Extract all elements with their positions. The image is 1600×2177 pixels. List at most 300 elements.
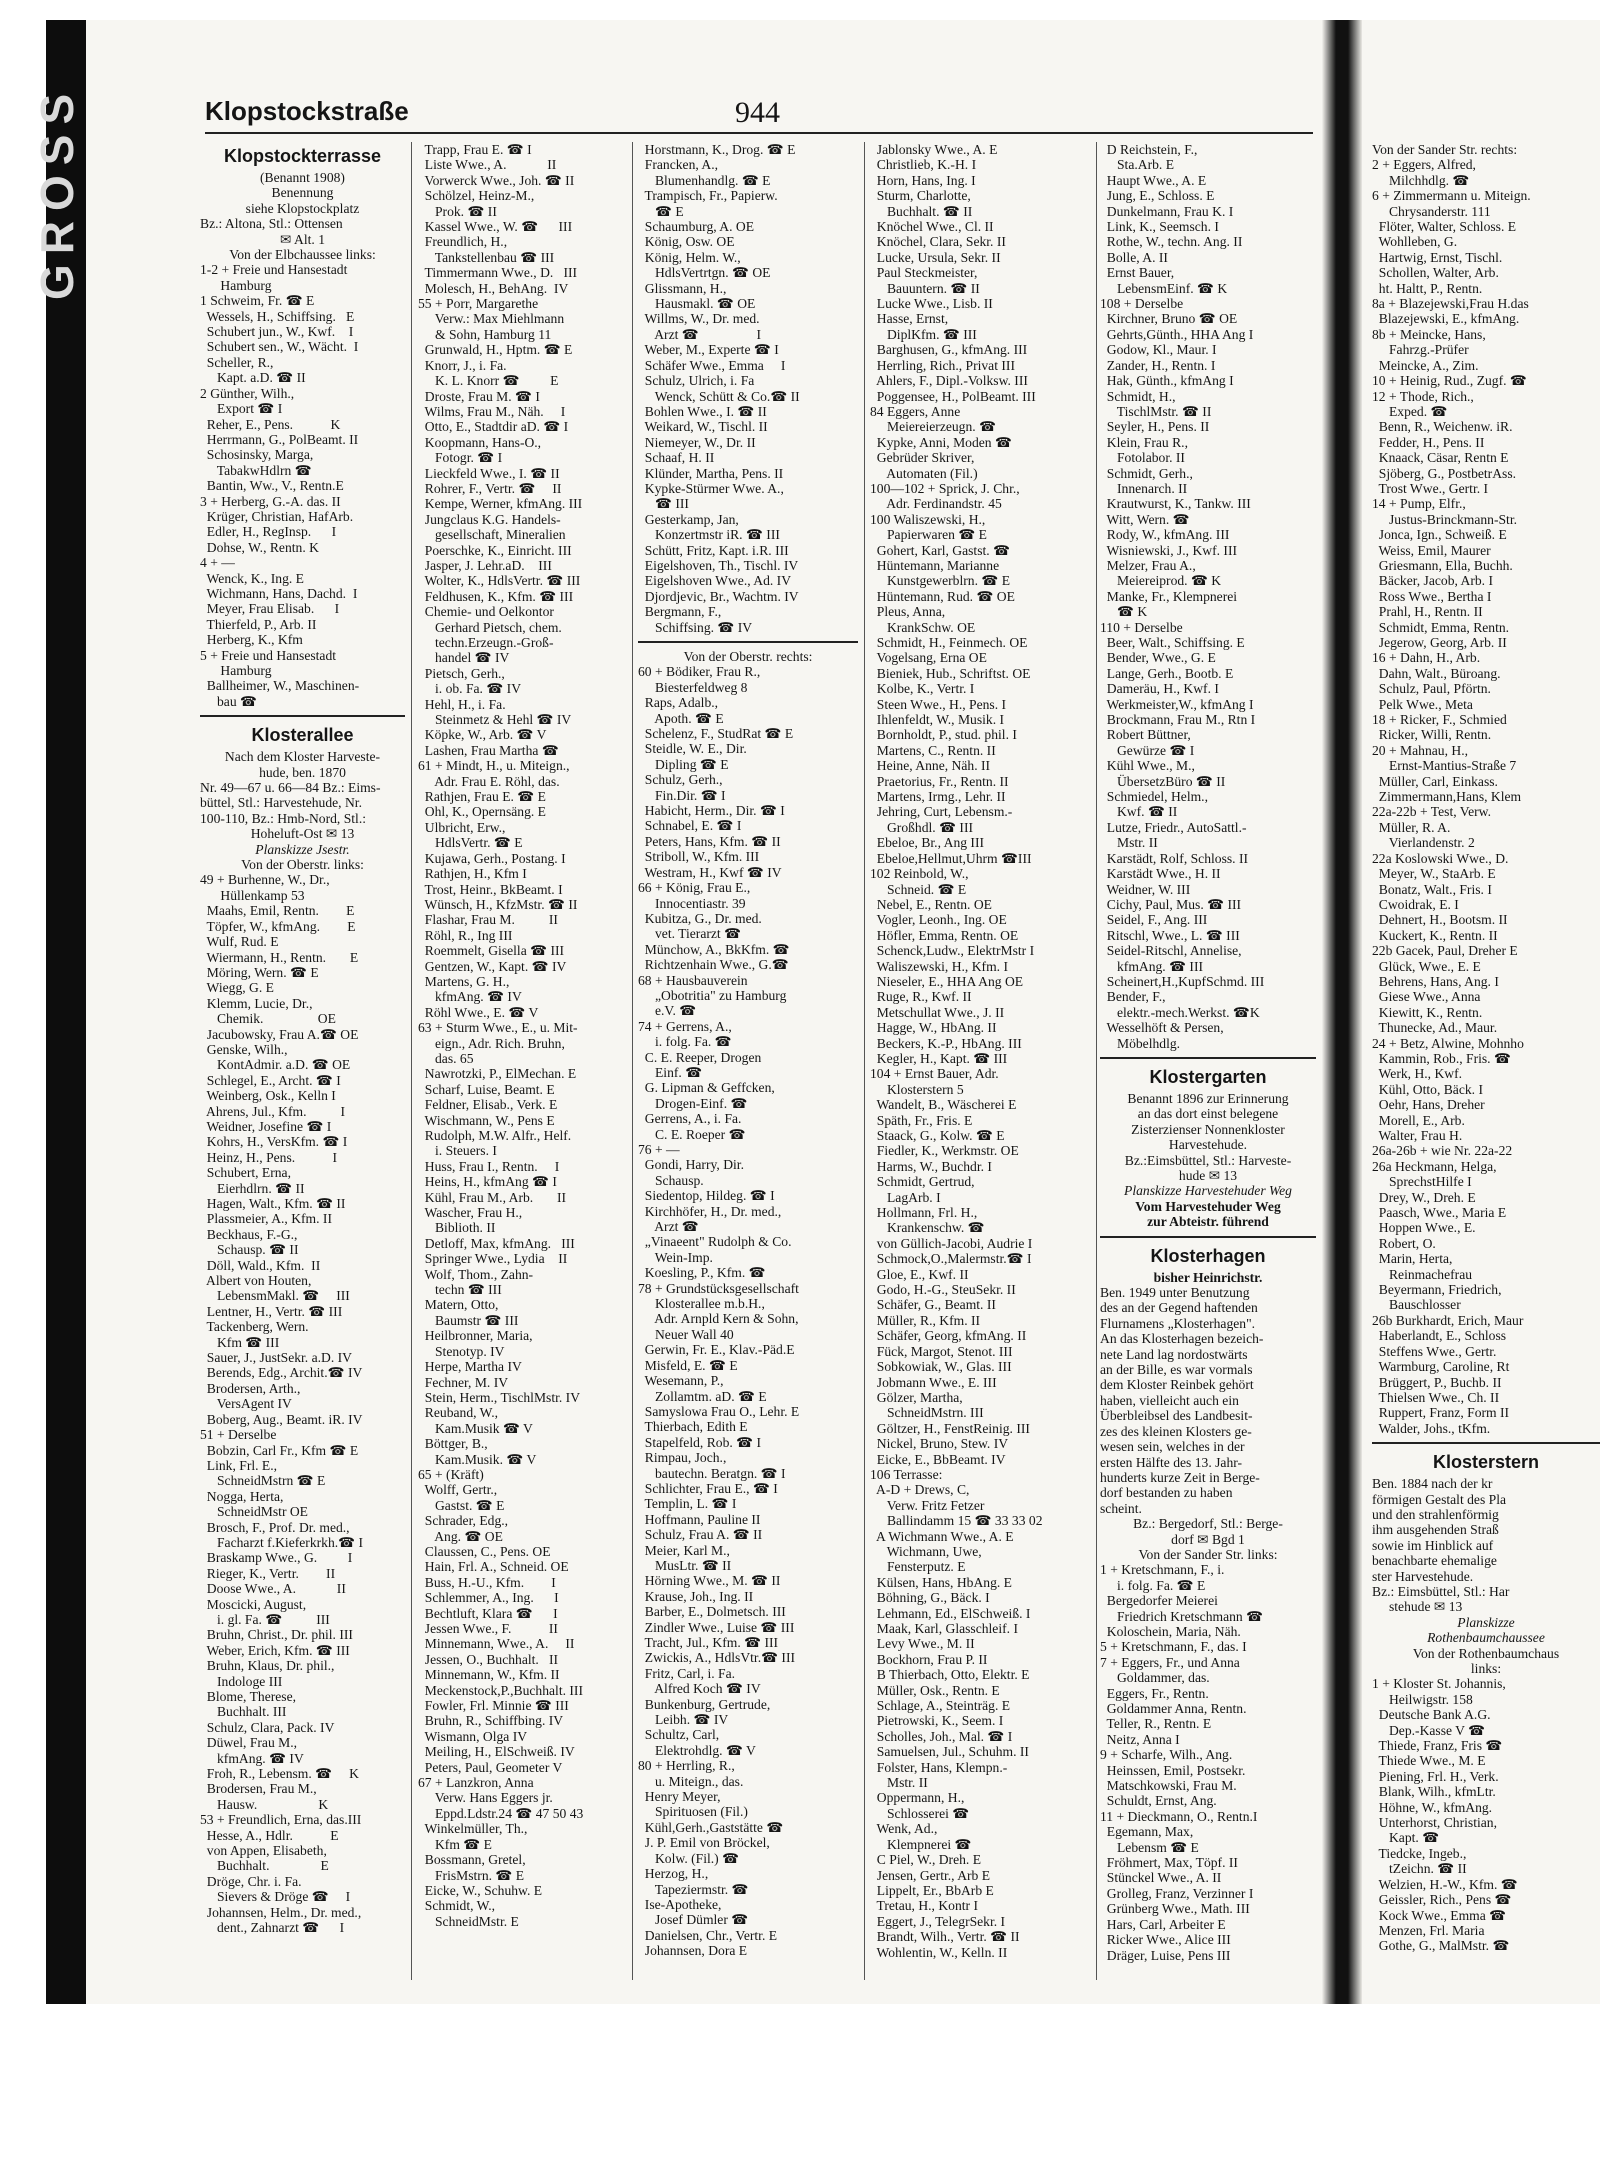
- directory-entry: Zwickis, A., HdlsVtr.☎ III: [638, 1650, 796, 1666]
- directory-entry: Giese Wwe., Anna: [1372, 989, 1481, 1005]
- directory-entry: A Wichmann Wwe., A. E: [870, 1528, 1014, 1544]
- directory-entry: Prahl, H., Rentn. II: [1372, 604, 1483, 620]
- directory-entry: Oehr, Hans, Dreher: [1372, 1097, 1485, 1113]
- directory-entry: 2 Günther, Wilh.,: [200, 385, 295, 401]
- directory-entry: Christlieb, K.-H. I: [870, 157, 977, 173]
- directory-entry: Chemie- und Oelkontor: [418, 604, 554, 620]
- directory-entry: Jung, E., Schloss. E: [1100, 188, 1215, 204]
- directory-entry: Link, Frl. E.,: [200, 1457, 278, 1473]
- directory-entry: Müller, R., Kfm. II: [870, 1312, 981, 1328]
- directory-entry: Martens, G. H.,: [418, 973, 510, 989]
- directory-entry: des an der Gegend haftenden: [1100, 1300, 1258, 1316]
- directory-entry: Ernst-Mantius-Straße 7: [1372, 758, 1517, 774]
- directory-entry: Adr. Frau E. Röhl, das.: [418, 773, 560, 789]
- directory-entry: Höfler, Emma, Rentn. OE: [870, 927, 1019, 943]
- directory-entry: Schlegel, E., Archt. ☎ I: [200, 1072, 341, 1088]
- directory-entry: Vogler, Leonh., Ing. OE: [870, 912, 1007, 928]
- directory-entry: Kwf. ☎ II: [1100, 804, 1178, 820]
- directory-entry: Fröhmert, Max, Töpf. II: [1100, 1855, 1238, 1871]
- directory-entry: Samuelsen, Jul., Schuhm. II: [870, 1744, 1029, 1760]
- directory-entry: Reuband, W.,: [418, 1405, 499, 1421]
- directory-entry: Schulz, Gerh.,: [638, 772, 723, 788]
- directory-entry: Piening, Frl. H., Verk.: [1372, 1768, 1499, 1784]
- directory-entry: Glück, Wwe., E. E: [1372, 958, 1481, 974]
- directory-entry: Fin.Dir. ☎ I: [638, 787, 726, 803]
- directory-entry: Eigelshoven Wwe., Ad. IV: [638, 573, 792, 589]
- directory-entry: Großhdl. ☎ III: [870, 819, 974, 835]
- directory-column-6: [1372, 142, 1600, 1954]
- directory-entry: Liste Wwe., A. II: [418, 157, 557, 173]
- directory-entry: TabakwHdlrn ☎: [200, 462, 312, 478]
- directory-entry: Johannsen, Helm., Dr. med.,: [200, 1904, 362, 1920]
- directory-entry: Schlage, A., Steinträg. E: [870, 1698, 1011, 1714]
- directory-entry: Scholles, Joh., Mal. ☎ I: [870, 1728, 1013, 1744]
- directory-entry: Hasse, Ernst,: [870, 311, 949, 327]
- directory-entry: Drey, W., Dreh. E: [1372, 1189, 1476, 1205]
- directory-entry: Jegerow, Georg, Arb. II: [1372, 635, 1507, 650]
- directory-entry: Dahn, Walt., Büroang.: [1372, 665, 1501, 681]
- directory-entry: KontAdmir. a.D. ☎ OE: [200, 1057, 351, 1073]
- directory-entry: elektr.-mech.Werkst. ☎K: [1100, 1004, 1260, 1020]
- directory-entry: Praetorius, Fr., Rentn. II: [870, 773, 1009, 789]
- directory-entry: dem Kloster Reinbek gehört: [1100, 1377, 1254, 1393]
- directory-entry: Röhl, R., Ing III: [418, 927, 513, 943]
- directory-entry: tZeichn. ☎ II: [1372, 1861, 1467, 1877]
- directory-entry: Fechner, M. IV: [418, 1374, 509, 1390]
- directory-entry: Kolbe, K., Vertr. I: [870, 681, 975, 697]
- directory-entry: Barghusen, G., kfmAng. III: [870, 342, 1028, 358]
- directory-entry: Scheinert,H.,KupfSchmd. III: [1100, 973, 1265, 989]
- directory-entry: Schölzel, Heinz-M.,: [418, 188, 535, 204]
- directory-entry: Geissler, Rich., Pens ☎: [1372, 1892, 1512, 1908]
- directory-entry: Koesling, P., Kfm. ☎: [638, 1265, 766, 1281]
- directory-column-2: [418, 142, 624, 1929]
- directory-entry: TischlMstr. ☎ II: [1100, 403, 1212, 419]
- directory-entry: 84 Eggers, Anne: [870, 403, 961, 419]
- directory-entry: Scheller, R.,: [200, 354, 274, 370]
- directory-entry: Scharf, Luise, Beamt. E: [418, 1081, 555, 1097]
- directory-entry: Tretau, H., Kontr I: [870, 1898, 978, 1914]
- directory-entry: Rathjen, Frau E. ☎ E: [418, 789, 546, 805]
- directory-entry: Vom Harvestehuder Weg: [1135, 1198, 1281, 1214]
- directory-entry: Nickel, Bruno, Stew. IV: [870, 1436, 1009, 1452]
- directory-entry: Eggers, Fr., Rentn.: [1100, 1685, 1209, 1701]
- directory-column-3: [638, 142, 858, 1959]
- directory-entry: Haupt Wwe., A. E: [1100, 172, 1207, 188]
- directory-entry: Goldammer, das.: [1100, 1670, 1210, 1686]
- directory-entry: Chrysanderstr. 111: [1372, 203, 1491, 219]
- directory-entry: Schmidt, Gertrud,: [870, 1174, 975, 1190]
- directory-entry: Kypke, Anni, Moden ☎: [870, 434, 1012, 450]
- directory-entry: LebensmEinf. ☎ K: [1100, 280, 1228, 296]
- directory-entry: Ritschl, Wwe., L. ☎ III: [1100, 927, 1240, 943]
- directory-entry: haben, vielleicht auch ein: [1100, 1392, 1239, 1408]
- edge-text: GROSS: [31, 83, 83, 300]
- directory-entry: Gerhard Pietsch, chem.: [418, 619, 562, 635]
- directory-entry: „Obotritia" zu Hamburg: [638, 987, 787, 1003]
- directory-entry: Meiereierzeugn. ☎: [870, 419, 997, 435]
- directory-entry: 5 + Kretschmann, F., das. I: [1100, 1639, 1247, 1655]
- directory-entry: Kassel Wwe., W. ☎ III: [418, 219, 573, 235]
- directory-entry: Wohlleben, G.: [1372, 234, 1458, 250]
- directory-entry: Wisniewski, J., Kwf. III: [1100, 542, 1238, 558]
- directory-entry: Molesch, H., BehAng. IV: [418, 280, 569, 296]
- directory-entry: Prok. ☎ II: [418, 203, 497, 219]
- directory-entry: kfmAng. ☎ III: [1100, 958, 1204, 974]
- directory-entry: 104 + Ernst Bauer, Adr.: [870, 1066, 999, 1082]
- directory-entry: Von der Oberstr. rechts:: [683, 649, 813, 664]
- directory-entry: Gölzer, Martha,: [870, 1389, 963, 1405]
- directory-entry: Genske, Wilh.,: [200, 1041, 288, 1057]
- directory-entry: Gloe, E., Kwf. II: [870, 1266, 969, 1282]
- directory-entry: Dep.-Kasse V ☎: [1372, 1722, 1486, 1738]
- directory-entry: Tapeziermstr. ☎: [638, 1881, 749, 1897]
- directory-entry: Schnabel, E. ☎ I: [638, 818, 742, 834]
- directory-entry: Verw. Hans Eggers jr.: [418, 1790, 553, 1806]
- directory-entry: Bieniek, Hub., Schriftst. OE: [870, 665, 1031, 681]
- directory-entry: Beer, Walt., Schiffsing. E: [1100, 635, 1245, 650]
- directory-entry: Levy Wwe., M. II: [870, 1636, 975, 1652]
- directory-entry: Fahrzg.-Prüfer: [1372, 342, 1469, 358]
- directory-entry: Lentner, H., Vertr. ☎ III: [200, 1303, 343, 1319]
- directory-entry: Robert Büttner,: [1100, 727, 1191, 743]
- directory-entry: Zindler Wwe., Luise ☎ III: [638, 1619, 795, 1635]
- directory-entry: Göltzer, H., FenstReinig. III: [870, 1420, 1030, 1436]
- directory-entry: kfmAng. ☎ IV: [200, 1750, 304, 1766]
- directory-entry: Trost, Heinr., BkBeamt. I: [418, 881, 563, 897]
- directory-entry: Niemeyer, W., Dr. II: [638, 434, 756, 450]
- directory-entry: Herrling, Rich., Privat III: [870, 357, 1015, 373]
- directory-entry: von Appen, Elisabeth,: [200, 1843, 327, 1859]
- directory-entry: „Vinaeent" Rudolph & Co.: [638, 1234, 792, 1250]
- directory-entry: Jehring, Curt, Lebensm.-: [870, 804, 1013, 820]
- directory-entry: Schultz, Carl,: [638, 1727, 720, 1743]
- directory-entry: Gerwin, Fr. E., Klav.-Päd.E: [638, 1342, 795, 1358]
- directory-entry: Edler, H., RegInsp. I: [200, 524, 337, 540]
- directory-entry: K. L. Knorr ☎ E: [418, 373, 559, 389]
- directory-entry: 22a Koslowski Wwe., D.: [1372, 850, 1509, 866]
- directory-entry: Konzertmstr iR. ☎ III: [638, 527, 780, 543]
- directory-entry: G. Lipman & Geffcken,: [638, 1080, 775, 1096]
- directory-entry: Kypke-Stürmer Wwe. A.,: [638, 480, 784, 496]
- directory-entry: Justus-Brinckmann-Str.: [1372, 511, 1517, 527]
- directory-entry: Tiedcke, Ingeb.,: [1372, 1845, 1467, 1861]
- directory-entry: Feldhusen, K., Kfm. ☎ III: [418, 588, 574, 604]
- directory-entry: Schubert, Erna,: [200, 1165, 291, 1181]
- directory-entry: Fiedler, K., Werkmstr. OE: [870, 1143, 1019, 1159]
- directory-entry: handel ☎ IV: [418, 650, 510, 666]
- directory-entry: Bergmann, F.,: [638, 604, 722, 620]
- directory-entry: König, Helm. W.,: [638, 249, 741, 265]
- directory-entry: Schulz, Clara, Pack. IV: [200, 1719, 335, 1735]
- directory-entry: Bunkenburg, Gertrude,: [638, 1696, 771, 1712]
- directory-entry: Lebensm ☎ E: [1100, 1839, 1199, 1855]
- directory-entry: Klosterstern 5: [870, 1081, 964, 1097]
- directory-entry: Wichmann, Uwe,: [870, 1543, 982, 1559]
- directory-entry: 2 + Eggers, Alfred,: [1372, 157, 1476, 173]
- directory-entry: Braskamp Wwe., G. I: [200, 1550, 353, 1566]
- directory-entry: Schaaf, H. II: [638, 450, 715, 466]
- directory-entry: Lutze, Friedr., AutoSattl.-: [1100, 819, 1247, 835]
- directory-entry: Benennung: [271, 185, 334, 201]
- directory-entry: zes des kleinen Klosters ge-: [1100, 1423, 1252, 1439]
- directory-entry: Bz.: Bergedorf, Stl.: Berge-: [1133, 1516, 1283, 1532]
- directory-entry: Bauschlosser: [1372, 1297, 1461, 1313]
- directory-entry: Zollamtm. aD. ☎ E: [638, 1388, 767, 1404]
- directory-entry: i. ob. Fa. ☎ IV: [418, 681, 522, 697]
- directory-entry: LagArb. I: [870, 1189, 941, 1205]
- directory-entry: 63 + Sturm Wwe., E., u. Mit-: [418, 1020, 578, 1036]
- directory-entry: Djordjevic, Br., Wachtm. IV: [638, 588, 799, 604]
- directory-entry: Köpke, W., Arb. ☎ V: [418, 727, 547, 743]
- directory-entry: Bornholdt, P., stud. phil. I: [870, 727, 1017, 743]
- directory-entry: Verw.: Max Miehlmann: [418, 311, 565, 327]
- directory-entry: Pelk Wwe., Meta: [1372, 696, 1473, 712]
- directory-entry: Neitz, Anna I: [1100, 1731, 1180, 1747]
- directory-entry: Von der Sander Str. rechts:: [1372, 142, 1518, 157]
- directory-entry: Schmiedel, Helm.,: [1100, 789, 1208, 805]
- directory-entry: Zisterzienser Nonnenkloster: [1131, 1121, 1285, 1137]
- directory-entry: Pietsch, Gerh.,: [418, 665, 505, 681]
- directory-entry: Hüntemann, Rud. ☎ OE: [870, 588, 1015, 604]
- directory-entry: Automaten (Fil.): [870, 465, 978, 481]
- directory-entry: Nebel, E., Rentn. OE: [870, 896, 992, 912]
- directory-entry: Marin, Herta,: [1372, 1251, 1453, 1267]
- directory-entry: Dröge, Chr. i. Fa.: [200, 1873, 302, 1889]
- directory-entry: Benannt 1896 zur Erinnerung: [1127, 1090, 1289, 1106]
- directory-entry: Blank, Wilh., kfmLtr.: [1372, 1784, 1496, 1800]
- directory-entry: SchneidMstrn. III: [870, 1405, 984, 1421]
- directory-entry: Karstädt, Rolf, Schloss. II: [1100, 850, 1249, 866]
- directory-entry: Ben. 1949 unter Benutzung: [1100, 1285, 1250, 1301]
- directory-entry: 53 + Freundlich, Erna, das.III: [200, 1812, 362, 1828]
- directory-entry: Pietrowski, K., Seem. I: [870, 1713, 1004, 1729]
- directory-entry: Eggert, J., TelegrSekr. I: [870, 1913, 1006, 1929]
- directory-entry: Samyslowa Frau O., Lehr. E: [638, 1403, 800, 1419]
- directory-entry: Wascher, Frau H.,: [418, 1205, 523, 1221]
- directory-entry: C. E. Reeper, Drogen: [638, 1049, 762, 1065]
- directory-entry: Lashen, Frau Martha ☎: [418, 742, 559, 758]
- directory-entry: Schubert jun., W., Kwf. I: [200, 324, 354, 340]
- directory-entry: Wesselhöft & Persen,: [1100, 1020, 1224, 1036]
- street-heading: Klosterhagen: [1150, 1245, 1266, 1266]
- directory-entry: Gothe, G., MalMstr. ☎: [1372, 1938, 1510, 1954]
- directory-entry: Martens, Irmg., Lehr. II: [870, 789, 1006, 805]
- directory-entry: Gastst. ☎ E: [418, 1497, 505, 1513]
- column-divider: [864, 142, 865, 1980]
- directory-entry: Westram, H., Kwf ☎ IV: [638, 864, 782, 880]
- directory-entry: Ben. 1884 nach der kr: [1372, 1476, 1493, 1492]
- directory-entry: Fensterputz. E: [870, 1559, 966, 1575]
- directory-entry: Ricker, Willi, Rentn.: [1372, 727, 1492, 743]
- directory-entry: 24 + Betz, Alwine, Mohnho: [1372, 1035, 1524, 1051]
- directory-entry: Export ☎ I: [200, 401, 283, 417]
- directory-entry: Verw. Fritz Fetzer: [870, 1497, 985, 1513]
- directory-entry: Droste, Frau M. ☎ I: [418, 388, 540, 404]
- directory-entry: 65 + (Kräft): [418, 1466, 484, 1482]
- directory-entry: u. Miteign., das.: [638, 1773, 744, 1789]
- directory-entry: 80 + Herrling, R.,: [638, 1758, 735, 1774]
- page-number: 944: [735, 96, 780, 129]
- directory-entry: HdlsVertr. ☎ E: [418, 835, 523, 851]
- directory-entry: Jessen, O., Buchhalt. II: [418, 1651, 559, 1667]
- directory-entry: SchneidMstr. E: [418, 1913, 519, 1929]
- directory-entry: Steffens Wwe., Gertr.: [1372, 1343, 1497, 1359]
- directory-entry: Lehmann, Ed., ElSchweiß. I: [870, 1605, 1031, 1621]
- directory-entry: Henry Meyer,: [638, 1789, 721, 1805]
- directory-entry: Höhne, W., kfmAng.: [1372, 1799, 1493, 1815]
- directory-entry: ☎ E: [638, 203, 684, 219]
- directory-entry: 9 + Scharfe, Wilh., Ang.: [1100, 1747, 1233, 1763]
- directory-entry: Brandt, Wilh., Vertr. ☎ II: [870, 1929, 1020, 1945]
- directory-entry: Deutsche Bank A.G.: [1372, 1707, 1491, 1723]
- directory-entry: Tankstellenbau ☎ III: [418, 249, 555, 265]
- directory-entry: Otto, E., Stadtdir aD. ☎ I: [418, 419, 569, 435]
- directory-entry: Kühl Wwe., M.,: [1100, 758, 1195, 774]
- directory-entry: Seidel, F., Ang. III: [1100, 912, 1208, 928]
- directory-entry: Schmidt, W.,: [418, 1898, 496, 1914]
- directory-entry: Knöchel, Clara, Sekr. II: [870, 234, 1006, 250]
- directory-entry: Stapelfeld, Rob. ☎ I: [638, 1434, 762, 1450]
- directory-entry: Schuldt, Ernst, Ang.: [1100, 1793, 1217, 1809]
- directory-entry: Klempnerei ☎: [870, 1836, 972, 1852]
- directory-entry: 106 Terrasse:: [870, 1466, 943, 1482]
- directory-entry: Biblioth. II: [418, 1220, 496, 1236]
- directory-entry: Jasper, J. Lehr.aD. III: [418, 557, 552, 573]
- directory-entry: 49 + Burhenne, W., Dr.,: [200, 872, 330, 888]
- directory-entry: Schaumburg, A. OE: [638, 219, 755, 235]
- directory-entry: Schulz, Paul, Pförtn.: [1372, 681, 1491, 697]
- directory-entry: Lucke Wwe., Lisb. II: [870, 296, 993, 312]
- directory-entry: 3 + Herberg, G.-A. das. II: [200, 493, 341, 509]
- directory-entry: Gondi, Harry, Dir.: [638, 1157, 744, 1173]
- directory-entry: Harvestehude.: [1168, 1137, 1248, 1153]
- directory-entry: Koloschein, Maria, Näh.: [1100, 1623, 1241, 1639]
- directory-entry: 26a Heckmann, Helga,: [1372, 1158, 1497, 1174]
- directory-entry: Grolleg, Franz, Verzinner I: [1100, 1885, 1254, 1901]
- directory-entry: bau ☎: [200, 693, 257, 709]
- directory-entry: an das dort einst belegene: [1137, 1106, 1279, 1122]
- directory-entry: Bossmann, Gretel,: [418, 1852, 526, 1868]
- directory-entry: 61 + Mindt, H., u. Miteign.,: [418, 758, 570, 774]
- directory-entry: Kühl, Otto, Bäck. I: [1372, 1081, 1484, 1097]
- directory-entry: Vogelsang, Erna OE: [870, 650, 987, 666]
- directory-entry: Bz.: Altona, Stl.: Ottensen: [200, 216, 343, 232]
- directory-entry: Menzen, Frl. Maria: [1372, 1922, 1485, 1938]
- directory-entry: Eicke, E., BbBeamt. IV: [870, 1451, 1006, 1467]
- directory-entry: Bruhn, Christ., Dr. phil. III: [200, 1627, 353, 1643]
- directory-entry: Ross Wwe., Bertha I: [1372, 588, 1492, 604]
- directory-entry: Martens, C., Rentn. II: [870, 742, 996, 758]
- directory-entry: Meiereiprod. ☎ K: [1100, 573, 1222, 589]
- directory-entry: Späth, Fr., Fris. E: [870, 1112, 973, 1128]
- directory-entry: Ricker Wwe., Alice III: [1100, 1932, 1231, 1948]
- directory-entry: Hausw. K: [200, 1796, 329, 1812]
- section-rule: [638, 641, 858, 643]
- column-divider: [411, 142, 412, 1980]
- directory-entry: Oppermann, H.,: [870, 1790, 965, 1806]
- directory-entry: Link, K., Seemsch. I: [1100, 219, 1219, 235]
- directory-entry: Rathjen, H., Kfm I: [418, 866, 527, 882]
- directory-entry: Heilbronner, Maria,: [418, 1328, 533, 1344]
- directory-entry: Weidner, Josefine ☎ I: [200, 1118, 332, 1134]
- directory-entry: Innenarch. II: [1100, 480, 1188, 496]
- directory-entry: Wenck, Schütt & Co.☎ II: [638, 388, 800, 404]
- directory-entry: 5 + Freie und Hansestadt: [200, 647, 337, 663]
- directory-entry: Wichmann, Hans, Dachd. I: [200, 585, 358, 601]
- directory-entry: Griesmann, Ella, Buchh.: [1372, 557, 1513, 573]
- section-rule: [1372, 1442, 1600, 1444]
- directory-entry: 1 + Kretschmann, F., i.: [1100, 1562, 1225, 1578]
- directory-entry: Chemik. OE: [200, 1011, 336, 1027]
- directory-entry: Folster, Hans, Klempn.-: [870, 1759, 1008, 1775]
- directory-entry: Trost Wwe., Gertr. I: [1372, 480, 1489, 496]
- directory-entry: Kapt. ☎: [1372, 1830, 1440, 1846]
- directory-entry: FrisMstrn. ☎ E: [418, 1867, 525, 1883]
- directory-entry: Bender, F.,: [1100, 989, 1166, 1005]
- directory-entry: Kock Wwe., Emma ☎: [1372, 1907, 1507, 1923]
- directory-entry: Eierhdlrn. ☎ II: [200, 1180, 305, 1196]
- directory-entry: dent., Zahnarzt ☎ I: [200, 1920, 345, 1936]
- directory-entry: Kühl, Frau M., Arb. II: [418, 1189, 567, 1205]
- directory-column-1: [200, 142, 405, 1936]
- directory-entry: Robert, O.: [1372, 1235, 1436, 1251]
- directory-entry: Paul Steckmeister,: [870, 265, 978, 281]
- directory-entry: Meyer, W., StaArb. E: [1372, 866, 1496, 882]
- directory-entry: Adr. Arnpld Kern & Sohn,: [638, 1311, 799, 1327]
- directory-entry: Gerrens, A., i. Fa.: [638, 1111, 742, 1127]
- directory-entry: i. folg. Fa. ☎ E: [1100, 1577, 1206, 1593]
- directory-entry: Rody, W., kfmAng. III: [1100, 527, 1230, 543]
- directory-entry: Hesse, A., Hdlr. E: [200, 1827, 339, 1843]
- directory-entry: Claussen, C., Pens. OE: [418, 1543, 551, 1559]
- directory-entry: Lieckfeld Wwe., I. ☎ II: [418, 465, 560, 481]
- directory-entry: Heinz, H., Pens. I: [200, 1149, 338, 1165]
- directory-entry: Karstädt Wwe., H. II: [1100, 866, 1221, 882]
- directory-entry: nete Land lag nordostwärts: [1100, 1346, 1248, 1362]
- directory-entry: Francken, A.,: [638, 157, 719, 173]
- directory-entry: Jonca, Ign., Schweiß. E: [1372, 527, 1507, 543]
- directory-entry: 18 + Ricker, F., Schmied: [1372, 712, 1507, 728]
- directory-entry: VersAgent IV: [200, 1396, 292, 1412]
- directory-entry: Feldner, Elisab., Verk. E: [418, 1097, 558, 1113]
- directory-entry: Kapt. a.D. ☎ II: [200, 370, 306, 386]
- directory-entry: Seyler, H., Pens. II: [1100, 419, 1210, 435]
- directory-entry: e.V. ☎: [638, 1003, 697, 1019]
- directory-entry: Bauuntern. ☎ II: [870, 280, 980, 296]
- directory-entry: Heine, Anne, Näh. II: [870, 758, 991, 774]
- directory-entry: Fück, Margot, Stenot. III: [870, 1343, 1013, 1359]
- directory-entry: Minnemann, W., Kfm. II: [418, 1667, 560, 1683]
- directory-entry: Kubitza, G., Dr. med.: [638, 910, 762, 926]
- directory-entry: hude ✉ 13: [1178, 1168, 1238, 1183]
- directory-entry: Hüllenkamp 53: [200, 887, 305, 903]
- directory-entry: Wolff, Gertr.,: [418, 1482, 498, 1498]
- directory-entry: 51 + Derselbe: [200, 1427, 277, 1443]
- directory-entry: Sturm, Charlotte,: [870, 188, 971, 204]
- directory-entry: Zimmermann,Hans, Klem: [1372, 789, 1522, 805]
- directory-entry: Arzt ☎ I: [638, 326, 762, 342]
- directory-entry: Leibh. ☎ IV: [638, 1712, 729, 1728]
- directory-entry: Bergedorfer Meierei: [1100, 1593, 1218, 1609]
- column-divider: [632, 142, 633, 1980]
- directory-entry: dorf ✉ Bgd 1: [1171, 1531, 1245, 1547]
- directory-entry: Überbleibsel des Landbesit-: [1100, 1408, 1253, 1424]
- directory-entry: Welzien, H.-W., Kfm. ☎: [1372, 1876, 1518, 1892]
- directory-entry: bisher Heinrichstr.: [1153, 1269, 1263, 1285]
- directory-entry: 60 + Bödiker, Frau R.,: [638, 664, 761, 680]
- directory-entry: Schelenz, F., StudRat ☎ E: [638, 726, 794, 742]
